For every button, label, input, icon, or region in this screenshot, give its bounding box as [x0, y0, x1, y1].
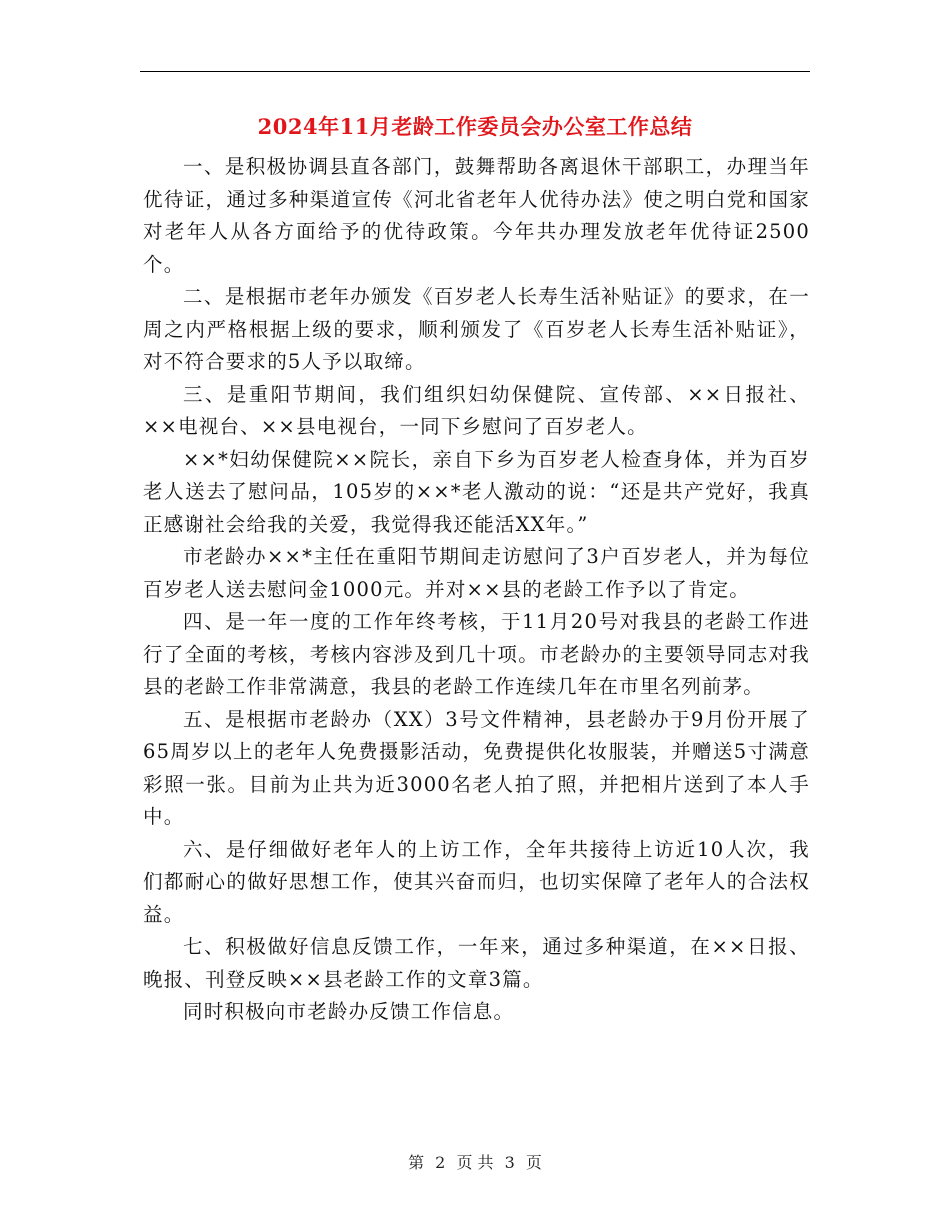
header-rule	[140, 71, 810, 72]
page-footer	[0, 1152, 950, 1174]
footer-suffix: 页	[525, 1153, 542, 1172]
paragraph-2: 二、是根据市老年办颁发《百岁老人长寿生活补贴证》的要求，在一周之内严格根据上级的要求，顺利颁发了《百岁老人长寿生活补贴证》，对不符合要求的5人予以取缔。	[143, 285, 810, 373]
paragraph-9: 七、积极做好信息反馈工作，一年来，通过多种渠道，在××日报、晚报、刊登反映××县老龄工作的文章3篇。	[143, 935, 810, 991]
document-body	[143, 151, 810, 1029]
paragraph-8: 六、是仔细做好老年人的上访工作，全年共接待上访近10人次，我们都耐心的做好思想工作，使其兴奋而归，也切实保障了老年人的合法权益。	[143, 837, 810, 926]
paragraph-3: 三、是重阳节期间，我们组织妇幼保健院、宣传部、××日报社、××电视台、××县电视台，一同下乡慰问了百岁老人。	[143, 382, 810, 438]
paragraph-6: 四、是一年一度的工作年终考核，于11月20号对我县的老龄工作进行了全面的考核，考核内容涉及到几十项。市老龄办的主要领导同志对我县的老龄工作非常满意，我县的老龄工作连续几年在市里名列前茅。	[143, 610, 810, 698]
footer-total-pages: 3	[504, 1153, 515, 1172]
footer-middle: 页 共	[456, 1153, 494, 1172]
paragraph-10: 同时积极向市老龄办反馈工作信息。	[183, 1000, 515, 1023]
paragraph-5: 市老龄办××*主任在重阳节期间走访慰问了3户百岁老人，并为每位百岁老人送去慰问金1000元。并对××县的老龄工作予以了肯定。	[143, 545, 810, 601]
paragraph-7: 五、是根据市老龄办（XX）3号文件精神，县老龄办于9月份开展了65周岁以上的老年人免费摄影活动，免费提供化妆服装，并赠送5寸满意彩照一张。目前为止共为近3000名老人拍了照，并把相片送到了本人手中。	[143, 707, 810, 828]
footer-current-page: 2	[435, 1153, 446, 1172]
paragraph-1: 一、是积极协调县直各部门，鼓舞帮助各离退休干部职工，办理当年优待证，通过多种渠道宣传《河北省老年人优待办法》使之明白党和国家对老年人从各方面给予的优待政策。今年共办理发放老年优待证2500个。	[143, 155, 810, 276]
footer-prefix: 第	[408, 1153, 425, 1172]
document-title: 2024年11月老龄工作委员会办公室工作总结	[257, 114, 693, 139]
paragraph-4: ××*妇幼保健院××院长，亲自下乡为百岁老人检查身体，并为百岁老人送去了慰问品，105岁的××*老人激动的说：“还是共产党好，我真正感谢社会给我的关爱，我觉得我还能活XX年。”	[143, 447, 810, 536]
